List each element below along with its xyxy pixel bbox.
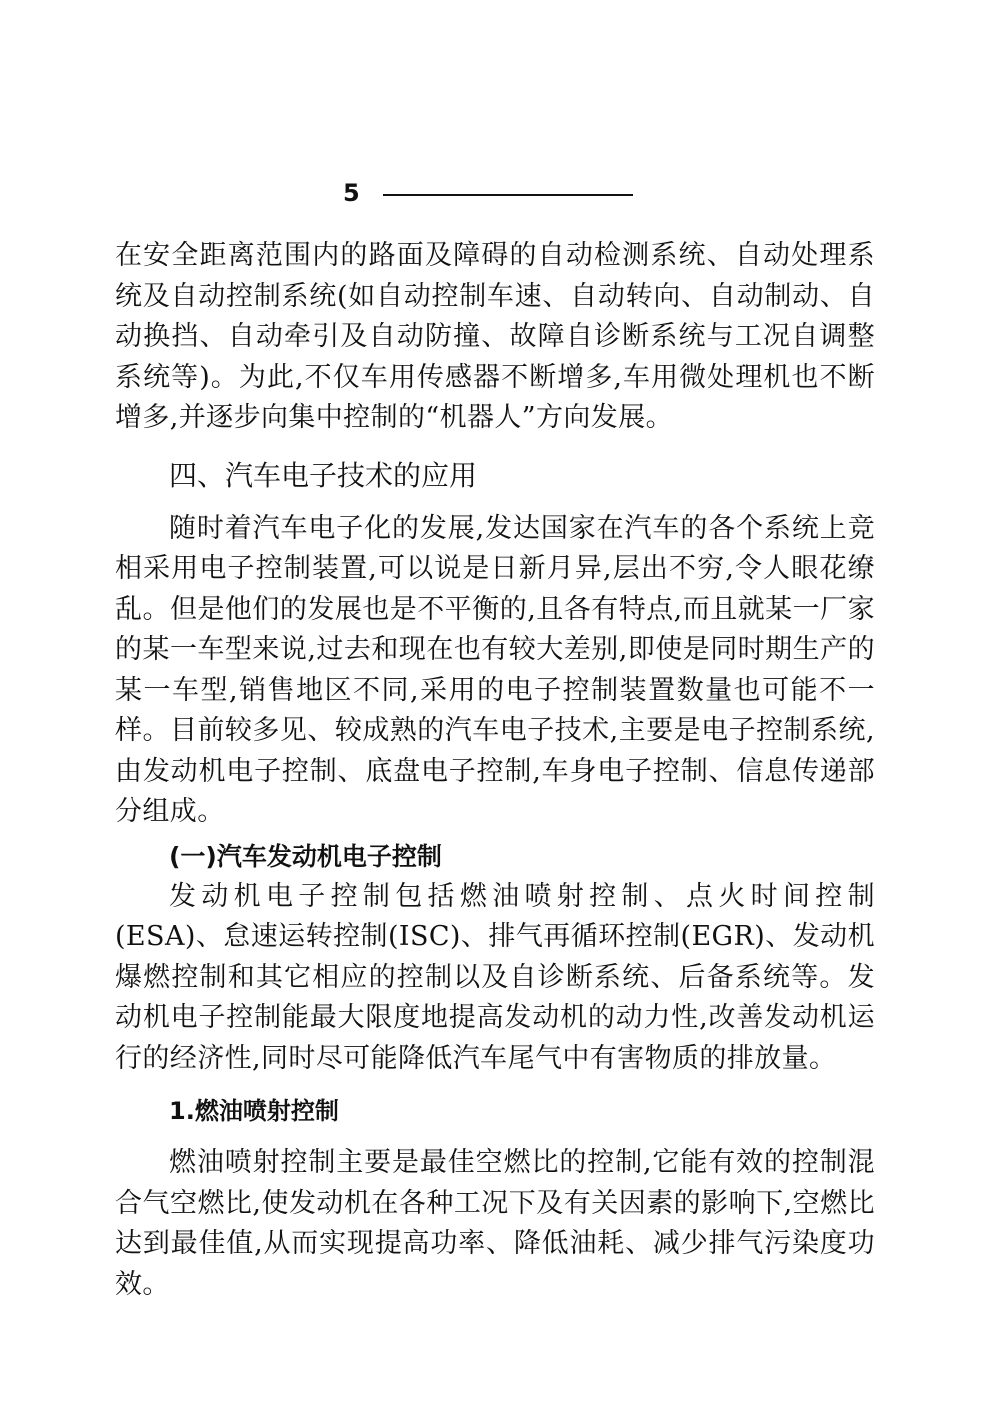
page-number: 5 bbox=[343, 179, 360, 207]
header-rule bbox=[383, 194, 633, 196]
page-header bbox=[343, 176, 633, 210]
paragraph-continued: 在安全距离范围内的路面及障碍的自动检测系统、自动处理系统及自动控制系统(如自动控制车速、自动转向、自动制动、自动换挡、自动牵引及自动防撞、故障自诊断系统与工况自调整系统等)。为此,不仅车用传感器不断增多,车用微处理机也不断增多,并逐步向集中控制的“机器人”方向发展。 bbox=[115, 240, 875, 433]
paragraph-fuel-injection: 燃油喷射控制主要是最佳空燃比的控制,它能有效的控制混合气空燃比,使发动机在各种工况下及有关因素的影响下,空燃比达到最佳值,从而实现提高功率、降低油耗、减少排气污染度功效。 bbox=[115, 1147, 875, 1300]
section-heading: 四、汽车电子技术的应用 bbox=[169, 458, 478, 492]
subsection-heading: (一)汽车发动机电子控制 bbox=[169, 841, 442, 871]
item-heading: 1.燃油喷射控制 bbox=[169, 1097, 339, 1125]
paragraph-engine-control: 发动机电子控制包括燃油喷射控制、点火时间控制(ESA)、怠速运转控制(ISC)、排气再循环控制(EGR)、发动机爆燃控制和其它相应的控制以及自诊断系统、后备系统等。发动机电子控制能最大限度地提高发动机的动力性,改善发动机运行的经济性,同时尽可能降低汽车尾气中有害物质的排放量。 bbox=[115, 880, 875, 1074]
paragraph-electronics-applications: 随时着汽车电子化的发展,发达国家在汽车的各个系统上竞相采用电子控制装置,可以说是日新月异,层出不穷,令人眼花缭乱。但是他们的发展也是不平衡的,且各有特点,而且就某一厂家的某一车型来说,过去和现在也有较大差别,即使是同时期生产的某一车型,销售地区不同,采用的电子控制装置数量也可能不一样。目前较多见、较成熟的汽车电子技术,主要是电子控制系统,由发动机电子控制、底盘电子控制,车身电子控制、信息传递部分组成。 bbox=[115, 512, 875, 827]
page-body bbox=[115, 236, 875, 1305]
